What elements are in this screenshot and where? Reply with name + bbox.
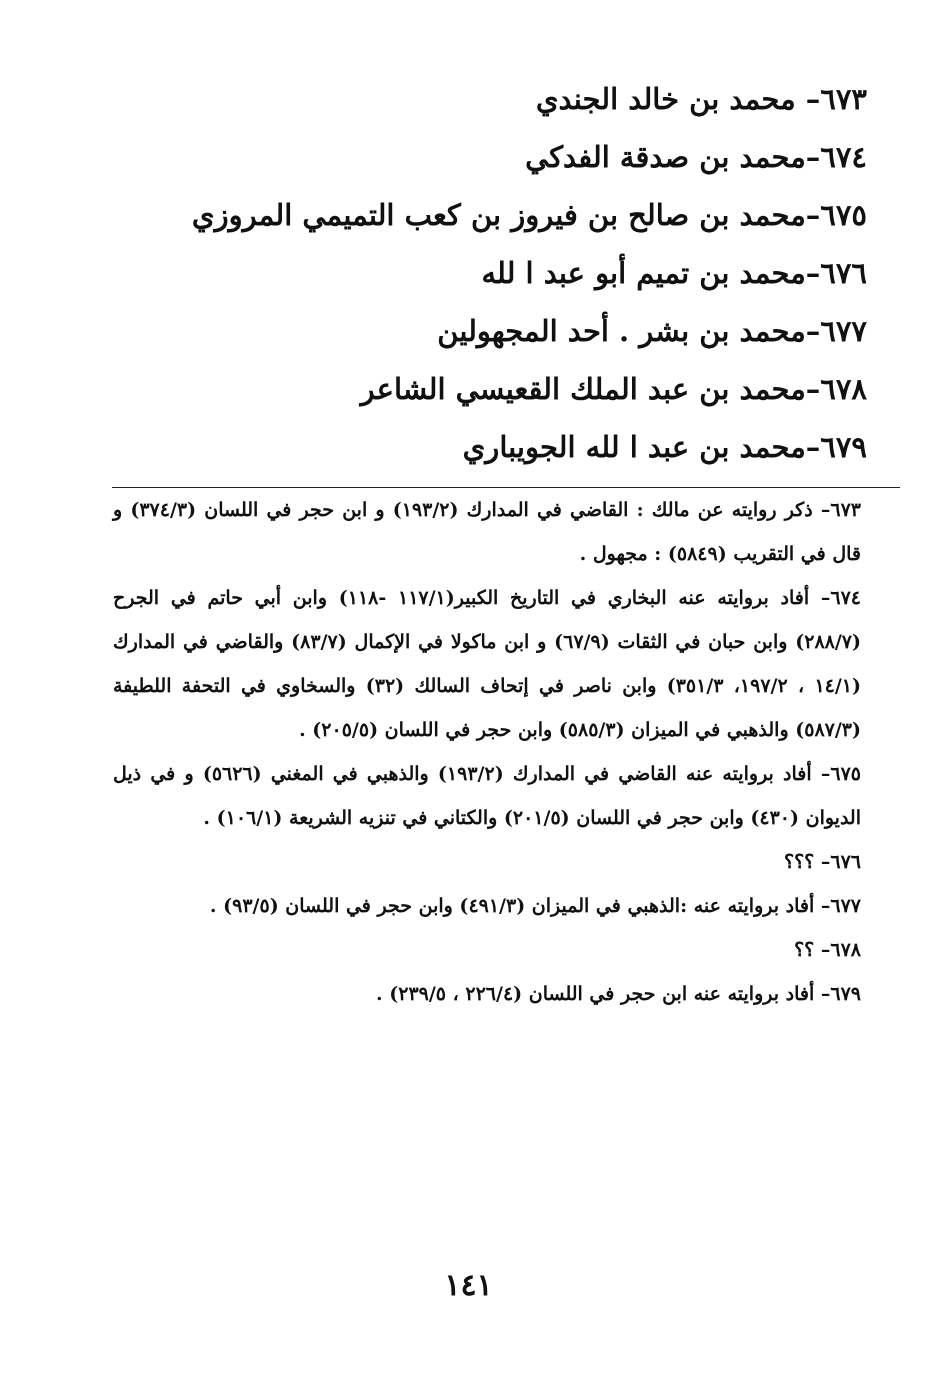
footnote-number: ٦٧٩ [830,983,861,1005]
entry-number: ٦٧٤ [820,140,867,174]
entry-678: ٦٧٨–محمد بن عبد الملك القعيسي الشاعر [360,372,867,406]
footnote-text: ذكر روايته عن مالك : القاضي في المدارك (١٩٣/٢) و ابن حجر في اللسان (٣٧٤/٣) و قال في التقريب (٥٨٤٩) : مجهول . [113,499,861,565]
entry-number: ٦٧٥ [820,198,867,232]
footnote-number: ٦٧٥ [830,763,861,785]
entry-677: ٦٧٧–محمد بن بشر . أحد المجهولين [437,314,867,348]
entry-name: محمد بن صدقة الفدكي [525,140,806,174]
entry-number: ٦٧٧ [820,314,867,348]
footnote-text: أفاد بروايته عنه القاضي في المدارك (١٩٣/٢) والذهبي في المغني (٥٦٢٦) و في ذيل الديوان (٤٣٠) وابن حجر في اللسان (٢٠١/٥) والكتاني في تنزيه الشريعة (١٠٦/١) . [113,763,861,829]
footnote-675: ٦٧٥– أفاد بروايته عنه القاضي في المدارك (١٩٣/٢) والذهبي في المغني (٥٦٢٦) و في ذيل الديوان (٤٣٠) وابن حجر في اللسان (٢٠١/٥) والكتاني في تنزيه الشريعة (١٠٦/١) . [113,763,861,829]
entry-679: ٦٧٩–محمد بن عبد ا لله الجويباري [462,430,867,464]
entries-list [191,70,867,476]
footnote-674: ٦٧٤– أفاد بروايته عنه البخاري في التاريخ الكبير(١١٧/١ -١١٨) وابن أبي حاتم في الجرح (٢٨٨/٧) وابن حبان في الثقات (٦٧/٩) و ابن ماكولا في الإكمال (٨٣/٧) والقاضي في المدارك (١٤/١ ، ١٩٧/٢، ٣٥١/٣) وابن ناصر في إتحاف السالك (٣٢) والسخاوي في التحفة اللطيفة (٥٨٧/٣) والذهبي في الميزان (٥٨٥/٣) وابن حجر في اللسان (٢٠٥/٥) . [113,587,861,741]
entry-name: محمد بن بشر . أحد المجهولين [437,314,806,348]
entry-675: ٦٧٥–محمد بن صالح بن فيروز بن كعب التميمي المروزي [191,198,867,232]
entry-number: ٦٧٩ [820,430,867,464]
footnote-text: أفاد بروايته عنه ابن حجر في اللسان (٢٢٦/٤ ، ٢٣٩/٥) . [376,983,815,1005]
entry-name: محمد بن عبد ا لله الجويباري [462,430,806,464]
page-number: ١٤١ [444,1268,493,1303]
footnote-number: ٦٧٦ [830,851,861,873]
entry-name: محمد بن خالد الجندي [535,82,796,116]
footnote-number: ٦٧٣ [830,499,861,521]
footnote-text: ؟؟ [794,939,815,961]
entry-number: ٦٧٨ [820,372,867,406]
entry-name: محمد بن عبد الملك القعيسي الشاعر [360,372,806,406]
footnote-number: ٦٧٧ [830,895,861,917]
entry-676: ٦٧٦–محمد بن تميم أبو عبد ا لله [481,256,867,290]
footnote-text: أفاد بروايته عنه :الذهبي في الميزان (٤٩١/٣) وابن حجر في اللسان (٩٣/٥) . [209,895,815,917]
footnote-677: ٦٧٧– أفاد بروايته عنه :الذهبي في الميزان (٤٩١/٣) وابن حجر في اللسان (٩٣/٥) . [209,895,861,917]
entry-673: ٦٧٣– محمد بن خالد الجندي [535,82,867,116]
entry-number: ٦٧٦ [820,256,867,290]
entry-number: ٦٧٣ [820,82,867,116]
footnote-676: ٦٧٦– ؟؟؟ [783,851,861,873]
entry-name: محمد بن تميم أبو عبد ا لله [481,256,806,290]
footnote-number: ٦٧٨ [830,939,861,961]
entry-name: محمد بن صالح بن فيروز بن كعب التميمي المروزي [191,198,806,232]
footnote-673: ٦٧٣– ذكر روايته عن مالك : القاضي في المدارك (١٩٣/٢) و ابن حجر في اللسان (٣٧٤/٣) و قال في التقريب (٥٨٤٩) : مجهول . [113,499,861,565]
entry-674: ٦٧٤–محمد بن صدقة الفدكي [525,140,867,174]
footnote-text: أفاد بروايته عنه البخاري في التاريخ الكبير(١١٧/١ -١١٨) وابن أبي حاتم في الجرح (٢٨٨/٧) وابن حبان في الثقات (٦٧/٩) و ابن ماكولا في الإكمال (٨٣/٧) والقاضي في المدارك (١٤/١ ، ١٩٧/٢، ٣٥١/٣) وابن ناصر في إتحاف السالك (٣٢) والسخاوي في التحفة اللطيفة (٥٨٧/٣) والذهبي في الميزان (٥٨٥/٣) وابن حجر في اللسان (٢٠٥/٥) . [113,587,861,741]
footnote-678: ٦٧٨– ؟؟ [794,939,861,961]
footnote-679: ٦٧٩– أفاد بروايته عنه ابن حجر في اللسان (٢٢٦/٤ ، ٢٣٩/٥) . [376,983,861,1005]
footnote-text: ؟؟؟ [783,851,815,873]
footnotes [113,488,861,1016]
footnote-number: ٦٧٤ [830,587,861,609]
